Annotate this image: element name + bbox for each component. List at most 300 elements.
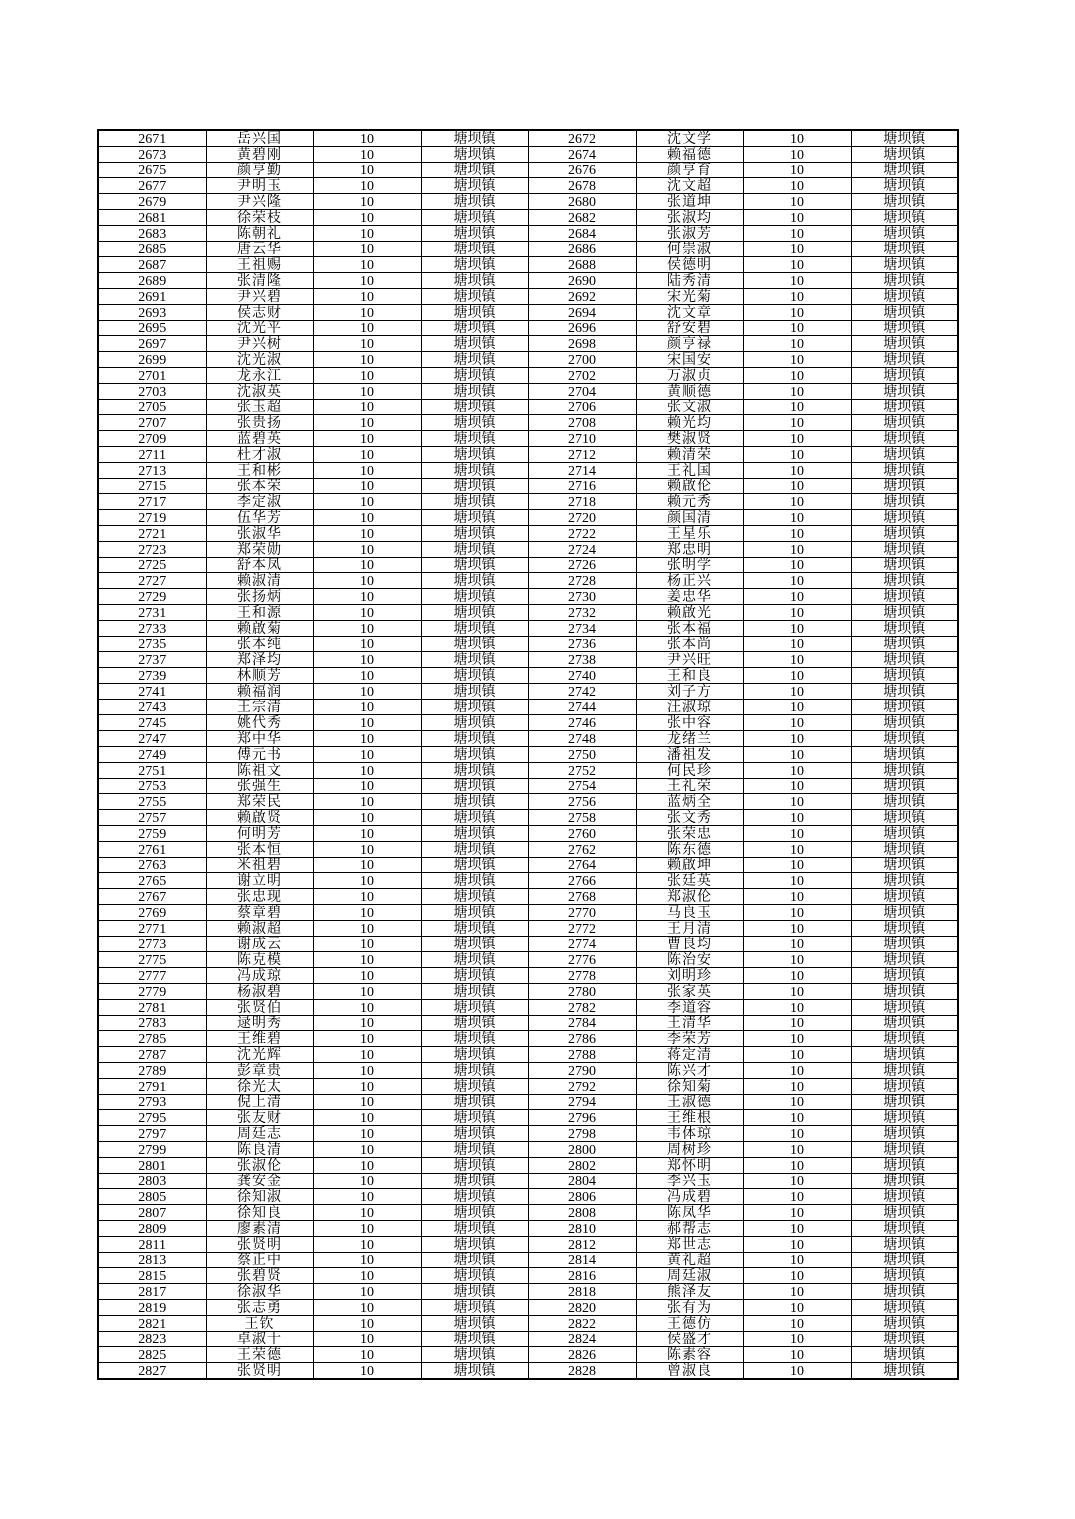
- id-cell: 2810: [528, 1220, 636, 1236]
- table-row: [98, 257, 958, 273]
- name-cell: 刘子方: [636, 683, 743, 699]
- amount-cell: 10: [313, 399, 421, 415]
- amount-cell: 10: [743, 1315, 851, 1331]
- town-cell: 塘坝镇: [421, 573, 528, 589]
- amount-cell: 10: [313, 1363, 421, 1379]
- table-row: [98, 1126, 958, 1142]
- name-cell: 林顺芳: [206, 668, 313, 684]
- id-cell: 2732: [528, 604, 636, 620]
- table-row: [98, 415, 958, 431]
- id-cell: 2672: [528, 130, 636, 146]
- town-cell: 塘坝镇: [421, 525, 528, 541]
- amount-cell: 10: [743, 320, 851, 336]
- id-cell: 2706: [528, 399, 636, 415]
- amount-cell: 10: [743, 1220, 851, 1236]
- amount-cell: 10: [743, 810, 851, 826]
- table-row: [98, 1078, 958, 1094]
- table-row: [98, 178, 958, 194]
- id-cell: 2676: [528, 162, 636, 178]
- id-cell: 2677: [98, 178, 206, 194]
- id-cell: 2783: [98, 1015, 206, 1031]
- town-cell: 塘坝镇: [851, 857, 958, 873]
- id-cell: 2736: [528, 636, 636, 652]
- table-row: [98, 162, 958, 178]
- name-cell: 张贤明: [206, 1236, 313, 1252]
- name-cell: 赖啟贤: [206, 810, 313, 826]
- name-cell: 沈光辉: [206, 1047, 313, 1063]
- town-cell: 塘坝镇: [851, 1284, 958, 1300]
- name-cell: 张家英: [636, 984, 743, 1000]
- table-row: [98, 683, 958, 699]
- town-cell: 塘坝镇: [421, 762, 528, 778]
- id-cell: 2743: [98, 699, 206, 715]
- amount-cell: 10: [313, 209, 421, 225]
- town-cell: 塘坝镇: [851, 1347, 958, 1363]
- town-cell: 塘坝镇: [851, 1363, 958, 1379]
- table-row: [98, 194, 958, 210]
- amount-cell: 10: [313, 557, 421, 573]
- name-cell: 赖啟光: [636, 604, 743, 620]
- name-cell: 何崇淑: [636, 241, 743, 257]
- name-cell: 张中容: [636, 715, 743, 731]
- amount-cell: 10: [743, 510, 851, 526]
- amount-cell: 10: [313, 1142, 421, 1158]
- amount-cell: 10: [743, 668, 851, 684]
- id-cell: 2742: [528, 683, 636, 699]
- town-cell: 塘坝镇: [851, 905, 958, 921]
- amount-cell: 10: [743, 731, 851, 747]
- name-cell: 万淑贞: [636, 367, 743, 383]
- town-cell: 塘坝镇: [421, 1205, 528, 1221]
- amount-cell: 10: [313, 257, 421, 273]
- id-cell: 2802: [528, 1157, 636, 1173]
- town-cell: 塘坝镇: [851, 1189, 958, 1205]
- id-cell: 2709: [98, 431, 206, 447]
- id-cell: 2822: [528, 1315, 636, 1331]
- town-cell: 塘坝镇: [421, 1157, 528, 1173]
- town-cell: 塘坝镇: [421, 415, 528, 431]
- amount-cell: 10: [313, 1268, 421, 1284]
- id-cell: 2691: [98, 288, 206, 304]
- id-cell: 2797: [98, 1126, 206, 1142]
- town-cell: 塘坝镇: [851, 1031, 958, 1047]
- name-cell: 汪淑琼: [636, 699, 743, 715]
- id-cell: 2688: [528, 257, 636, 273]
- town-cell: 塘坝镇: [421, 620, 528, 636]
- table-row: [98, 573, 958, 589]
- id-cell: 2747: [98, 731, 206, 747]
- id-cell: 2746: [528, 715, 636, 731]
- town-cell: 塘坝镇: [421, 557, 528, 573]
- amount-cell: 10: [743, 620, 851, 636]
- id-cell: 2782: [528, 999, 636, 1015]
- town-cell: 塘坝镇: [851, 510, 958, 526]
- amount-cell: 10: [313, 1220, 421, 1236]
- town-cell: 塘坝镇: [851, 1173, 958, 1189]
- id-cell: 2702: [528, 367, 636, 383]
- town-cell: 塘坝镇: [421, 304, 528, 320]
- id-cell: 2759: [98, 826, 206, 842]
- name-cell: 沈文超: [636, 178, 743, 194]
- town-cell: 塘坝镇: [851, 920, 958, 936]
- id-cell: 2817: [98, 1284, 206, 1300]
- id-cell: 2762: [528, 841, 636, 857]
- id-cell: 2807: [98, 1205, 206, 1221]
- amount-cell: 10: [743, 589, 851, 605]
- name-cell: 冯成碧: [636, 1189, 743, 1205]
- name-cell: 张文淑: [636, 399, 743, 415]
- table-row: [98, 620, 958, 636]
- amount-cell: 10: [743, 1363, 851, 1379]
- amount-cell: 10: [743, 1126, 851, 1142]
- id-cell: 2776: [528, 952, 636, 968]
- name-cell: 徐荣枝: [206, 209, 313, 225]
- table-row: [98, 1110, 958, 1126]
- id-cell: 2725: [98, 557, 206, 573]
- town-cell: 塘坝镇: [421, 999, 528, 1015]
- id-cell: 2712: [528, 446, 636, 462]
- amount-cell: 10: [743, 446, 851, 462]
- amount-cell: 10: [313, 968, 421, 984]
- name-cell: 周廷淑: [636, 1268, 743, 1284]
- amount-cell: 10: [743, 1299, 851, 1315]
- name-cell: 张本尚: [636, 636, 743, 652]
- id-cell: 2753: [98, 778, 206, 794]
- amount-cell: 10: [743, 1268, 851, 1284]
- amount-cell: 10: [313, 810, 421, 826]
- amount-cell: 10: [743, 383, 851, 399]
- amount-cell: 10: [313, 241, 421, 257]
- id-cell: 2740: [528, 668, 636, 684]
- id-cell: 2758: [528, 810, 636, 826]
- name-cell: 徐知淑: [206, 1189, 313, 1205]
- town-cell: 塘坝镇: [851, 383, 958, 399]
- town-cell: 塘坝镇: [851, 1268, 958, 1284]
- table-row: [98, 984, 958, 1000]
- id-cell: 2752: [528, 762, 636, 778]
- name-cell: 谢成云: [206, 936, 313, 952]
- amount-cell: 10: [743, 652, 851, 668]
- id-cell: 2703: [98, 383, 206, 399]
- table-row: [98, 1299, 958, 1315]
- town-cell: 塘坝镇: [421, 1031, 528, 1047]
- id-cell: 2789: [98, 1063, 206, 1079]
- town-cell: 塘坝镇: [421, 494, 528, 510]
- amount-cell: 10: [313, 604, 421, 620]
- id-cell: 2804: [528, 1173, 636, 1189]
- town-cell: 塘坝镇: [421, 320, 528, 336]
- id-cell: 2698: [528, 336, 636, 352]
- town-cell: 塘坝镇: [851, 762, 958, 778]
- town-cell: 塘坝镇: [851, 399, 958, 415]
- amount-cell: 10: [313, 1189, 421, 1205]
- name-cell: 郑世志: [636, 1236, 743, 1252]
- id-cell: 2716: [528, 478, 636, 494]
- town-cell: 塘坝镇: [851, 604, 958, 620]
- amount-cell: 10: [743, 178, 851, 194]
- name-cell: 张有为: [636, 1299, 743, 1315]
- town-cell: 塘坝镇: [851, 1063, 958, 1079]
- id-cell: 2715: [98, 478, 206, 494]
- name-cell: 潘祖发: [636, 747, 743, 763]
- table-row: [98, 668, 958, 684]
- town-cell: 塘坝镇: [851, 557, 958, 573]
- amount-cell: 10: [743, 794, 851, 810]
- amount-cell: 10: [743, 1189, 851, 1205]
- id-cell: 2728: [528, 573, 636, 589]
- id-cell: 2707: [98, 415, 206, 431]
- id-cell: 2772: [528, 920, 636, 936]
- amount-cell: 10: [313, 873, 421, 889]
- id-cell: 2734: [528, 620, 636, 636]
- town-cell: 塘坝镇: [421, 1252, 528, 1268]
- id-cell: 2705: [98, 399, 206, 415]
- town-cell: 塘坝镇: [421, 636, 528, 652]
- amount-cell: 10: [313, 367, 421, 383]
- table-row: [98, 1205, 958, 1221]
- id-cell: 2795: [98, 1110, 206, 1126]
- id-cell: 2717: [98, 494, 206, 510]
- table-row: [98, 715, 958, 731]
- amount-cell: 10: [743, 1078, 851, 1094]
- name-cell: 陈朝礼: [206, 225, 313, 241]
- town-cell: 塘坝镇: [851, 968, 958, 984]
- table-row: [98, 1173, 958, 1189]
- id-cell: 2785: [98, 1031, 206, 1047]
- id-cell: 2680: [528, 194, 636, 210]
- name-cell: 赖福德: [636, 146, 743, 162]
- town-cell: 塘坝镇: [851, 304, 958, 320]
- town-cell: 塘坝镇: [851, 541, 958, 557]
- amount-cell: 10: [743, 225, 851, 241]
- town-cell: 塘坝镇: [421, 1015, 528, 1031]
- amount-cell: 10: [313, 1205, 421, 1221]
- town-cell: 塘坝镇: [851, 478, 958, 494]
- town-cell: 塘坝镇: [421, 952, 528, 968]
- name-cell: 郑怀明: [636, 1157, 743, 1173]
- amount-cell: 10: [313, 920, 421, 936]
- town-cell: 塘坝镇: [421, 225, 528, 241]
- table-row: [98, 604, 958, 620]
- amount-cell: 10: [743, 431, 851, 447]
- amount-cell: 10: [313, 1173, 421, 1189]
- id-cell: 2818: [528, 1284, 636, 1300]
- town-cell: 塘坝镇: [851, 209, 958, 225]
- town-cell: 塘坝镇: [421, 652, 528, 668]
- town-cell: 塘坝镇: [421, 541, 528, 557]
- amount-cell: 10: [313, 620, 421, 636]
- id-cell: 2738: [528, 652, 636, 668]
- id-cell: 2764: [528, 857, 636, 873]
- id-cell: 2767: [98, 889, 206, 905]
- id-cell: 2760: [528, 826, 636, 842]
- name-cell: 张明学: [636, 557, 743, 573]
- id-cell: 2749: [98, 747, 206, 763]
- id-cell: 2819: [98, 1299, 206, 1315]
- amount-cell: 10: [743, 936, 851, 952]
- town-cell: 塘坝镇: [421, 1236, 528, 1252]
- amount-cell: 10: [313, 826, 421, 842]
- town-cell: 塘坝镇: [421, 146, 528, 162]
- town-cell: 塘坝镇: [421, 178, 528, 194]
- town-cell: 塘坝镇: [851, 1078, 958, 1094]
- town-cell: 塘坝镇: [851, 225, 958, 241]
- town-cell: 塘坝镇: [421, 288, 528, 304]
- table-row: [98, 446, 958, 462]
- id-cell: 2723: [98, 541, 206, 557]
- amount-cell: 10: [313, 1252, 421, 1268]
- table-row: [98, 1220, 958, 1236]
- town-cell: 塘坝镇: [851, 794, 958, 810]
- town-cell: 塘坝镇: [851, 873, 958, 889]
- table-row: [98, 209, 958, 225]
- table-row: [98, 1252, 958, 1268]
- amount-cell: 10: [743, 1094, 851, 1110]
- town-cell: 塘坝镇: [421, 1142, 528, 1158]
- name-cell: 赖啟坤: [636, 857, 743, 873]
- table-row: [98, 1157, 958, 1173]
- name-cell: 蒋定清: [636, 1047, 743, 1063]
- name-cell: 冯成琼: [206, 968, 313, 984]
- town-cell: 塘坝镇: [421, 699, 528, 715]
- name-cell: 韦体琼: [636, 1126, 743, 1142]
- town-cell: 塘坝镇: [421, 668, 528, 684]
- name-cell: 尹兴碧: [206, 288, 313, 304]
- amount-cell: 10: [313, 352, 421, 368]
- name-cell: 陈克模: [206, 952, 313, 968]
- name-cell: 赖元秀: [636, 494, 743, 510]
- name-cell: 张淑伦: [206, 1157, 313, 1173]
- name-cell: 张本荣: [206, 478, 313, 494]
- town-cell: 塘坝镇: [421, 1078, 528, 1094]
- name-cell: 颜亨禄: [636, 336, 743, 352]
- id-cell: 2771: [98, 920, 206, 936]
- town-cell: 塘坝镇: [421, 399, 528, 415]
- amount-cell: 10: [313, 1047, 421, 1063]
- town-cell: 塘坝镇: [851, 984, 958, 1000]
- amount-cell: 10: [743, 1173, 851, 1189]
- id-cell: 2704: [528, 383, 636, 399]
- table-row: [98, 431, 958, 447]
- name-cell: 杨淑碧: [206, 984, 313, 1000]
- amount-cell: 10: [313, 525, 421, 541]
- name-cell: 杜才淑: [206, 446, 313, 462]
- town-cell: 塘坝镇: [421, 1284, 528, 1300]
- name-cell: 王星乐: [636, 525, 743, 541]
- name-cell: 侯志财: [206, 304, 313, 320]
- amount-cell: 10: [743, 304, 851, 320]
- id-cell: 2675: [98, 162, 206, 178]
- name-cell: 陈治安: [636, 952, 743, 968]
- id-cell: 2792: [528, 1078, 636, 1094]
- name-cell: 卓淑十: [206, 1331, 313, 1347]
- id-cell: 2714: [528, 462, 636, 478]
- amount-cell: 10: [313, 952, 421, 968]
- table-row: [98, 367, 958, 383]
- id-cell: 2805: [98, 1189, 206, 1205]
- name-cell: 赖清荣: [636, 446, 743, 462]
- town-cell: 塘坝镇: [421, 747, 528, 763]
- town-cell: 塘坝镇: [421, 826, 528, 842]
- amount-cell: 10: [313, 462, 421, 478]
- table-row: [98, 541, 958, 557]
- town-cell: 塘坝镇: [851, 936, 958, 952]
- name-cell: 王维碧: [206, 1031, 313, 1047]
- name-cell: 李定淑: [206, 494, 313, 510]
- id-cell: 2814: [528, 1252, 636, 1268]
- id-cell: 2739: [98, 668, 206, 684]
- town-cell: 塘坝镇: [851, 320, 958, 336]
- table-row: [98, 130, 958, 146]
- amount-cell: 10: [743, 273, 851, 289]
- town-cell: 塘坝镇: [851, 1331, 958, 1347]
- town-cell: 塘坝镇: [851, 146, 958, 162]
- id-cell: 2701: [98, 367, 206, 383]
- amount-cell: 10: [743, 478, 851, 494]
- town-cell: 塘坝镇: [421, 194, 528, 210]
- name-cell: 王淑德: [636, 1094, 743, 1110]
- amount-cell: 10: [743, 399, 851, 415]
- amount-cell: 10: [743, 857, 851, 873]
- name-cell: 尹兴旺: [636, 652, 743, 668]
- town-cell: 塘坝镇: [421, 367, 528, 383]
- amount-cell: 10: [313, 1110, 421, 1126]
- amount-cell: 10: [743, 1205, 851, 1221]
- id-cell: 2671: [98, 130, 206, 146]
- name-cell: 彭章贵: [206, 1063, 313, 1079]
- name-cell: 张志勇: [206, 1299, 313, 1315]
- amount-cell: 10: [743, 1015, 851, 1031]
- town-cell: 塘坝镇: [851, 636, 958, 652]
- amount-cell: 10: [743, 999, 851, 1015]
- table-row: [98, 762, 958, 778]
- amount-cell: 10: [313, 225, 421, 241]
- amount-cell: 10: [313, 1126, 421, 1142]
- name-cell: 王礼国: [636, 462, 743, 478]
- town-cell: 塘坝镇: [851, 699, 958, 715]
- amount-cell: 10: [743, 525, 851, 541]
- amount-cell: 10: [313, 1078, 421, 1094]
- id-cell: 2827: [98, 1363, 206, 1379]
- name-cell: 张道坤: [636, 194, 743, 210]
- town-cell: 塘坝镇: [851, 178, 958, 194]
- id-cell: 2820: [528, 1299, 636, 1315]
- amount-cell: 10: [313, 794, 421, 810]
- town-cell: 塘坝镇: [851, 841, 958, 857]
- name-cell: 黄碧刚: [206, 146, 313, 162]
- id-cell: 2770: [528, 905, 636, 921]
- town-cell: 塘坝镇: [851, 715, 958, 731]
- town-cell: 塘坝镇: [421, 1110, 528, 1126]
- id-cell: 2769: [98, 905, 206, 921]
- amount-cell: 10: [743, 1047, 851, 1063]
- id-cell: 2745: [98, 715, 206, 731]
- town-cell: 塘坝镇: [421, 731, 528, 747]
- town-cell: 塘坝镇: [421, 968, 528, 984]
- town-cell: 塘坝镇: [851, 367, 958, 383]
- amount-cell: 10: [313, 636, 421, 652]
- name-cell: 米祖碧: [206, 857, 313, 873]
- table-row: [98, 936, 958, 952]
- id-cell: 2724: [528, 541, 636, 557]
- town-cell: 塘坝镇: [851, 999, 958, 1015]
- town-cell: 塘坝镇: [421, 936, 528, 952]
- name-cell: 张本福: [636, 620, 743, 636]
- amount-cell: 10: [313, 1094, 421, 1110]
- id-cell: 2687: [98, 257, 206, 273]
- id-cell: 2799: [98, 1142, 206, 1158]
- id-cell: 2700: [528, 352, 636, 368]
